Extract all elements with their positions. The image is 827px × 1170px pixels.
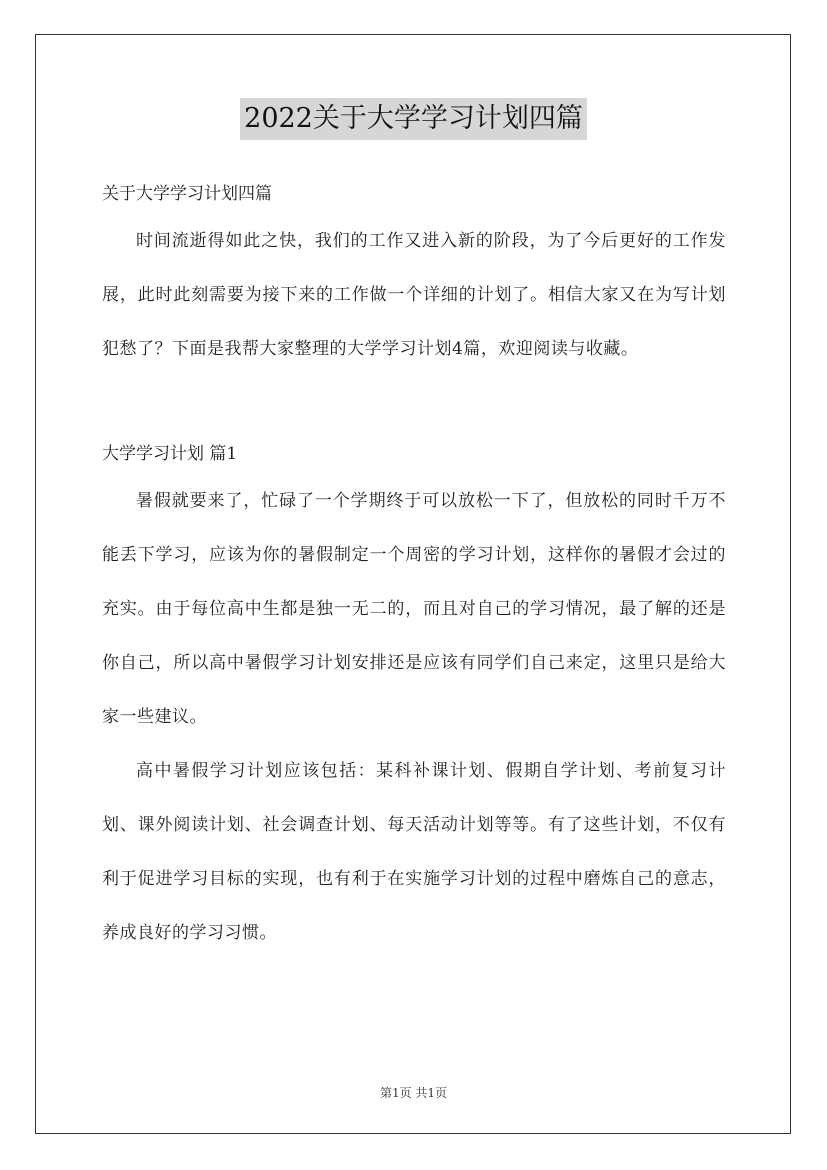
document-body xyxy=(102,160,726,960)
title-container xyxy=(0,98,827,140)
page-footer: 第1页 共1页 xyxy=(379,1086,448,1100)
intro-paragraph: 时间流逝得如此之快，我们的工作又进入新的阶段，为了今后更好的工作发展，此时此刻需要为接下来的工作做一个详细的计划了。相信大家又在为写计划犯愁了？下面是我帮大家整理的大学学习计划4篇，欢迎阅读与收藏。 xyxy=(102,231,726,359)
section-paragraph: 高中暑假学习计划应该包括：某科补课计划、假期自学计划、考前复习计划、课外阅读计划、社会调查计划、每天活动计划等等。有了这些计划，不仅有利于促进学习目标的实现，也有利于在实施学习计划的过程中磨炼自己的意志，养成良好的学习习惯。 xyxy=(102,761,726,943)
section-heading: 大学学习计划 篇1 xyxy=(102,444,238,464)
document-title: 2022关于大学学习计划四篇 xyxy=(240,98,587,140)
section-paragraph: 暑假就要来了，忙碌了一个学期终于可以放松一下了，但放松的同时千万不能丢下学习，应该为你的暑假制定一个周密的学习计划，这样你的暑假才会过的充实。由于每位高中生都是独一无二的，而且对自己的学习情况，最了解的还是你自己，所以高中暑假学习计划安排还是应该有同学们自己来定，这里只是给大家一些建议。 xyxy=(102,491,726,727)
section-spacer xyxy=(102,376,726,434)
subtitle: 关于大学学习计划四篇 xyxy=(102,184,272,204)
